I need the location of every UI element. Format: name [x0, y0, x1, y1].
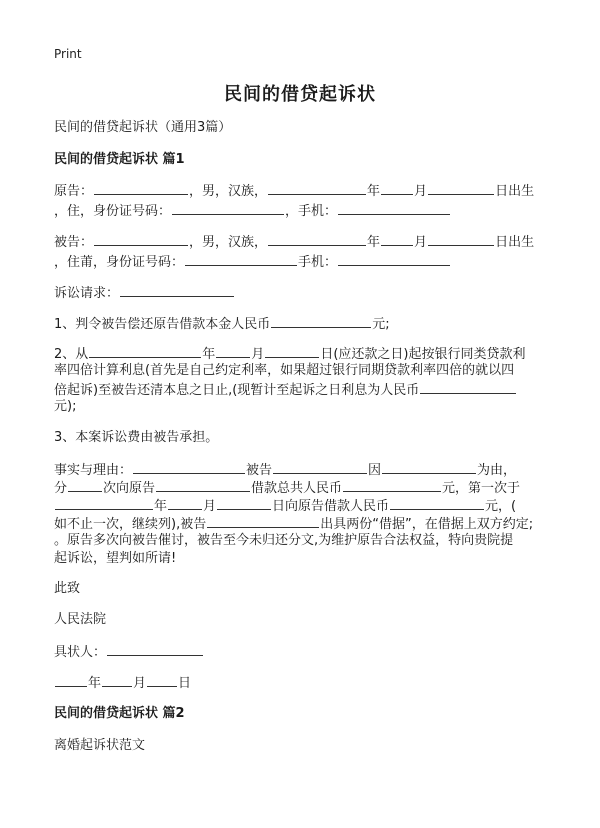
month-text: 月 [133, 676, 147, 691]
defendant-line-2 [54, 252, 451, 272]
claim-2-day-blank [265, 344, 319, 358]
facts-receipt-text: 出具两份“借据”，在借据上双方约定; [320, 517, 534, 532]
claim-1-unit: 元; [372, 317, 390, 332]
date-line [54, 673, 191, 693]
claim-2-line-3 [54, 380, 517, 400]
claim-2-text-end: 日(应还款之日)起按银行同类贷款利 [320, 347, 526, 362]
facts-line-3 [54, 496, 516, 516]
claim-3: 3、本案诉讼费由被告承担。 [54, 430, 219, 445]
year-text: 年 [88, 676, 102, 691]
plaintiff-sex-ethnic: ，男，汉族， [189, 184, 268, 199]
month-text: 月 [414, 235, 428, 250]
claim-2-interest-text: 倍起诉)至被告还清本息之日止,(现暂计至起诉之日利息为人民币 [54, 383, 420, 398]
defendant-birth-month-blank [381, 232, 413, 246]
section1-heading: 民间的借贷起诉状 篇1 [54, 152, 185, 167]
defendant-line-1 [54, 232, 534, 252]
facts-first-text: 元，第一次于 [442, 481, 521, 496]
claims-label: 诉讼请求： [54, 286, 120, 301]
birth-text: 日出生 [495, 184, 535, 199]
signer-line [54, 642, 204, 662]
facts-borrow-blank [390, 496, 484, 510]
claim-2-month-blank [216, 344, 250, 358]
date-month-blank [102, 673, 132, 687]
year-text: 年 [202, 347, 216, 362]
facts-blank-1 [133, 460, 245, 474]
plaintiff-phone-blank [338, 201, 450, 215]
facts-month-blank [168, 496, 202, 510]
year-text: 年 [367, 235, 381, 250]
claim-2-line-2: 率四倍计算利息(首先是自己约定利率，如果超过银行同期贷款利率四倍的就以四 [54, 363, 515, 378]
signer-label: 具状人： [54, 645, 107, 660]
year-text: 年 [154, 499, 168, 514]
month-text: 月 [203, 499, 217, 514]
facts-blank-5 [207, 514, 319, 528]
facts-blank-4 [156, 478, 250, 492]
facts-reason-text: 为由， [477, 463, 517, 478]
plaintiff-birth-day-blank [428, 181, 494, 195]
facts-day-blank [217, 496, 271, 510]
defendant-name-blank [94, 232, 188, 246]
day-text: 日 [178, 676, 192, 691]
claim-1-amount-blank [271, 314, 371, 328]
print-link[interactable]: Print [54, 47, 82, 61]
claim-2-interest-blank [420, 380, 516, 394]
birth-text: 日出生 [495, 235, 535, 250]
date-day-blank [147, 673, 177, 687]
facts-line-2 [54, 478, 520, 498]
facts-line-5: 。原告多次向被告催讨，被告至今未归还分文,为维护原告合法权益，特向贵院提 [54, 533, 514, 548]
plaintiff-phone-label: ，手机： [285, 204, 338, 219]
defendant-sex-ethnic: ，男，汉族， [189, 235, 268, 250]
facts-borrow-text: 日向原告借款人民币 [272, 499, 390, 514]
section2-heading: 民间的借贷起诉状 篇2 [54, 706, 185, 721]
facts-times-text: 分 [54, 481, 68, 496]
claim-2-line-4: 元); [54, 399, 77, 414]
defendant-birth-day-blank [428, 232, 494, 246]
defendant-address-id: ，住莆，身份证号码： [54, 255, 185, 270]
claim-2-line-1 [54, 344, 525, 364]
facts-unit-text: 元，( [485, 499, 517, 514]
facts-line-1 [54, 460, 516, 480]
facts-blank-3 [382, 460, 476, 474]
defendant-phone-blank [338, 252, 450, 266]
defendant-label: 被告： [54, 235, 94, 250]
facts-defendant-text: 被告 [246, 463, 273, 478]
claims-line [54, 283, 235, 303]
defendant-birth-year-blank [268, 232, 366, 246]
section2-text: 离婚起诉状范文 [54, 738, 146, 753]
facts-line-6: 起诉讼，望判如所请! [54, 551, 177, 566]
month-text: 月 [251, 347, 265, 362]
facts-continue-text: 如不止一次，继续列),被告 [54, 517, 207, 532]
defendant-id-blank [185, 252, 297, 266]
facts-year-blank [55, 496, 153, 510]
year-text: 年 [367, 184, 381, 199]
facts-times-blank [68, 478, 102, 492]
facts-line-4 [54, 514, 533, 534]
claim-2-year-blank [89, 344, 201, 358]
facts-blank-2 [273, 460, 367, 474]
document-title: 民间的借贷起诉状 [224, 84, 376, 105]
signer-blank [107, 642, 203, 656]
facts-total-text: 借款总共人民币 [251, 481, 343, 496]
plaintiff-line-1 [54, 181, 534, 201]
claims-blank [120, 283, 234, 297]
defendant-phone-label: 手机： [298, 255, 338, 270]
claim-1-text: 1、判令被告偿还原告借款本金人民币 [54, 317, 271, 332]
plaintiff-line-2 [54, 201, 451, 221]
claim-1 [54, 314, 390, 334]
plaintiff-address-id: ，住，身份证号码： [54, 204, 172, 219]
facts-because-text: 因 [368, 463, 382, 478]
plaintiff-name-blank [94, 181, 188, 195]
document-subtitle: 民间的借贷起诉状（通用3篇） [54, 120, 232, 135]
plaintiff-birth-year-blank [268, 181, 366, 195]
court-text: 人民法院 [54, 612, 107, 627]
plaintiff-id-blank [172, 201, 284, 215]
closing-text: 此致 [54, 581, 81, 596]
plaintiff-label: 原告： [54, 184, 94, 199]
plaintiff-birth-month-blank [381, 181, 413, 195]
facts-to-plaintiff: 次向原告 [103, 481, 156, 496]
claim-2-text: 2、从 [54, 347, 89, 362]
month-text: 月 [414, 184, 428, 199]
facts-total-blank [343, 478, 441, 492]
date-year-blank [55, 673, 87, 687]
facts-label: 事实与理由： [54, 463, 133, 478]
